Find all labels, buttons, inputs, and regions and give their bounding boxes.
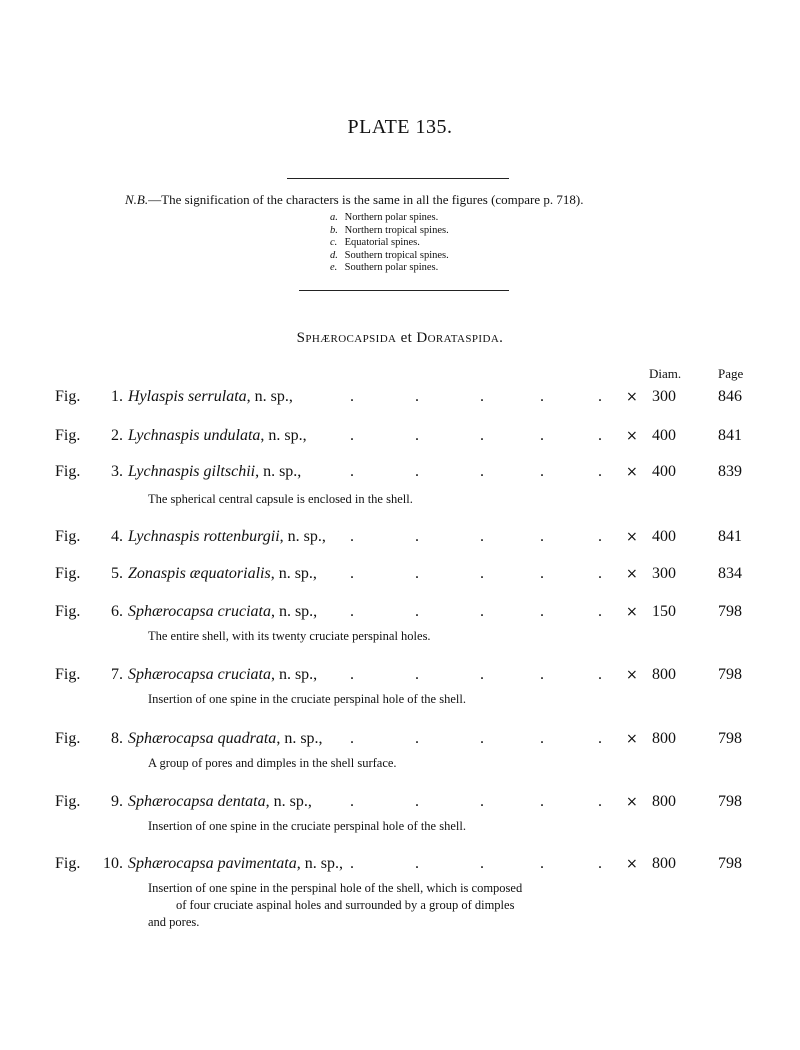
magnification-value: 800 (652, 730, 676, 747)
section-heading (0, 330, 800, 347)
figure-row (0, 666, 800, 690)
magnification-value: 400 (652, 528, 676, 545)
species-binomial: Sphærocapsa pavimentata (128, 855, 297, 872)
plate-title (0, 116, 800, 139)
figure-number: 3. (111, 463, 123, 480)
figure-number: 10. (103, 855, 123, 872)
magnification-value: 800 (652, 793, 676, 810)
leader-dots: . . . . . (350, 427, 602, 444)
magnification-sign: × (626, 794, 638, 810)
figure-number: 5. (111, 565, 123, 582)
note-text: —The signification of the characters is the same in all the figures (compare p. 718). (148, 192, 584, 207)
species-suffix: , n. sp., (265, 793, 312, 810)
description-continuation-end: and pores. (148, 915, 200, 929)
species-suffix: , n. sp., (296, 855, 343, 872)
description-text: The entire shell, with its twenty cruciate perspinal holes. (148, 629, 431, 643)
leader-dots: . . . . . (350, 565, 602, 582)
species-binomial: Hylaspis serrulata (128, 388, 247, 405)
figure-row (0, 388, 800, 412)
magnification-sign: × (626, 566, 638, 582)
leader-dots: . . . . . (350, 666, 602, 683)
species-name (128, 603, 317, 621)
legend-label: Northern polar spines. (344, 212, 439, 223)
species-binomial: Lychnaspis undulata (128, 427, 261, 444)
magnification-value: 300 (652, 565, 676, 582)
page-reference: 798 (718, 855, 742, 872)
page-reference: 798 (718, 603, 742, 620)
species-name (128, 427, 307, 445)
species-name (128, 666, 317, 684)
leader-dots: . . . . . (350, 855, 602, 872)
figure-row (0, 855, 800, 879)
species-suffix: , n. sp., (276, 730, 323, 747)
figure-label: Fig. (55, 528, 81, 545)
figure-description (148, 491, 618, 508)
species-name (128, 793, 312, 811)
legend-item (330, 237, 449, 250)
leader-dots: . . . . . (350, 793, 602, 810)
figure-label: Fig. (55, 427, 81, 444)
figure-number: 7. (111, 666, 123, 683)
legend-item (330, 212, 449, 225)
figure-description (148, 880, 618, 931)
species-binomial: Sphærocapsa dentata (128, 793, 266, 810)
magnification-sign: × (626, 667, 638, 683)
figure-row (0, 603, 800, 627)
figure-row (0, 565, 800, 589)
section-part1: Sphærocapsida (296, 330, 397, 346)
page-reference: 841 (718, 528, 742, 545)
figure-description (148, 818, 618, 835)
species-suffix: , n. sp., (246, 388, 293, 405)
figure-label: Fig. (55, 855, 81, 872)
leader-dots: . . . . . (350, 463, 602, 480)
species-suffix: , n. sp., (279, 528, 326, 545)
figure-description (148, 628, 618, 645)
figure-number: 2. (111, 427, 123, 444)
magnification-value: 800 (652, 855, 676, 872)
figure-label: Fig. (55, 666, 81, 683)
species-binomial: Lychnaspis rottenburgii (128, 528, 280, 545)
legend-label: Northern tropical spines. (344, 224, 449, 236)
magnification-value: 150 (652, 603, 676, 620)
magnification-sign: × (626, 856, 638, 872)
plate-label: PLATE (347, 116, 410, 138)
figure-label: Fig. (55, 388, 81, 405)
magnification-value: 400 (652, 463, 676, 480)
legend-key: d. (330, 249, 338, 261)
page-reference: 839 (718, 463, 742, 480)
magnification-value: 300 (652, 388, 676, 405)
magnification-sign: × (626, 464, 638, 480)
figure-row (0, 793, 800, 817)
figure-number: 1. (111, 388, 123, 405)
description-text: Insertion of one spine in the cruciate perspinal hole of the shell. (148, 692, 466, 706)
magnification-sign: × (626, 529, 638, 545)
figure-label: Fig. (55, 730, 81, 747)
species-name (128, 463, 301, 481)
legend-key: e. (330, 262, 338, 273)
column-header-page: Page (718, 366, 744, 381)
figure-row (0, 528, 800, 552)
figure-description (148, 755, 618, 772)
species-name (128, 855, 343, 873)
legend-item (330, 262, 449, 275)
note-prefix: N.B. (125, 192, 149, 207)
figure-label: Fig. (55, 603, 81, 620)
figure-number: 4. (111, 528, 123, 545)
species-name (128, 565, 317, 583)
species-binomial: Sphærocapsa quadrata (128, 730, 277, 747)
plate-number: 135 (415, 116, 447, 138)
spine-legend (330, 212, 449, 275)
note (125, 192, 685, 208)
figure-number: 9. (111, 793, 123, 810)
figure-row (0, 730, 800, 754)
legend-label: Southern polar spines. (344, 262, 439, 273)
figure-description (148, 691, 618, 708)
species-name (128, 388, 293, 406)
species-suffix: , n. sp., (260, 427, 307, 444)
species-name (128, 528, 326, 546)
species-binomial: Sphærocapsa cruciata (128, 603, 271, 620)
leader-dots: . . . . . (350, 603, 602, 620)
legend-item (330, 225, 449, 238)
magnification-sign: × (626, 604, 638, 620)
magnification-sign: × (626, 428, 638, 444)
page-reference: 798 (718, 666, 742, 683)
magnification-sign: × (626, 389, 638, 405)
figure-label: Fig. (55, 565, 81, 582)
figure-number: 6. (111, 603, 123, 620)
species-name (128, 730, 323, 748)
magnification-sign: × (626, 731, 638, 747)
leader-dots: . . . . . (350, 730, 602, 747)
plate-suffix: . (447, 116, 453, 138)
description-text: The spherical central capsule is enclosed in the shell. (148, 492, 413, 506)
species-binomial: Sphærocapsa cruciata (128, 666, 271, 683)
section-part2: Dorataspida. (416, 330, 504, 346)
page-reference: 841 (718, 427, 742, 444)
figure-row (0, 463, 800, 487)
page-reference: 798 (718, 730, 742, 747)
section-connector: et (400, 330, 413, 346)
species-suffix: , n. sp., (270, 603, 318, 620)
legend-key: b. (330, 224, 338, 236)
page-reference: 834 (718, 565, 742, 582)
legend-item (330, 250, 449, 263)
bottom-divider (299, 290, 509, 291)
legend-label: Southern tropical spines. (344, 249, 449, 261)
magnification-value: 400 (652, 427, 676, 444)
figure-label: Fig. (55, 463, 81, 480)
figure-row (0, 427, 800, 451)
page-reference: 798 (718, 793, 742, 810)
leader-dots: . . . . . (350, 388, 602, 405)
legend-label: Equatorial spines. (344, 237, 420, 248)
column-header-diam: Diam. (649, 366, 682, 381)
description-text: A group of pores and dimples in the shell surface. (148, 756, 397, 770)
description-text: Insertion of one spine in the cruciate perspinal hole of the shell. (148, 819, 466, 833)
description-text: Insertion of one spine in the perspinal hole of the shell, which is composed (148, 881, 523, 895)
magnification-value: 800 (652, 666, 676, 683)
page-reference: 846 (718, 388, 742, 405)
species-binomial: Lychnaspis giltschii (128, 463, 256, 480)
top-divider (287, 178, 509, 179)
figure-label: Fig. (55, 793, 81, 810)
description-continuation: of four cruciate aspinal holes and surrounded by a group of dimples (176, 898, 515, 912)
leader-dots: . . . . . (350, 528, 602, 545)
species-suffix: , n. sp., (270, 565, 317, 582)
species-suffix: , n. sp., (270, 666, 318, 683)
legend-key: c. (330, 237, 338, 248)
species-suffix: , n. sp., (255, 463, 302, 480)
species-binomial: Zonaspis æquatorialis (128, 565, 271, 582)
legend-key: a. (330, 212, 338, 223)
figure-number: 8. (111, 730, 123, 747)
